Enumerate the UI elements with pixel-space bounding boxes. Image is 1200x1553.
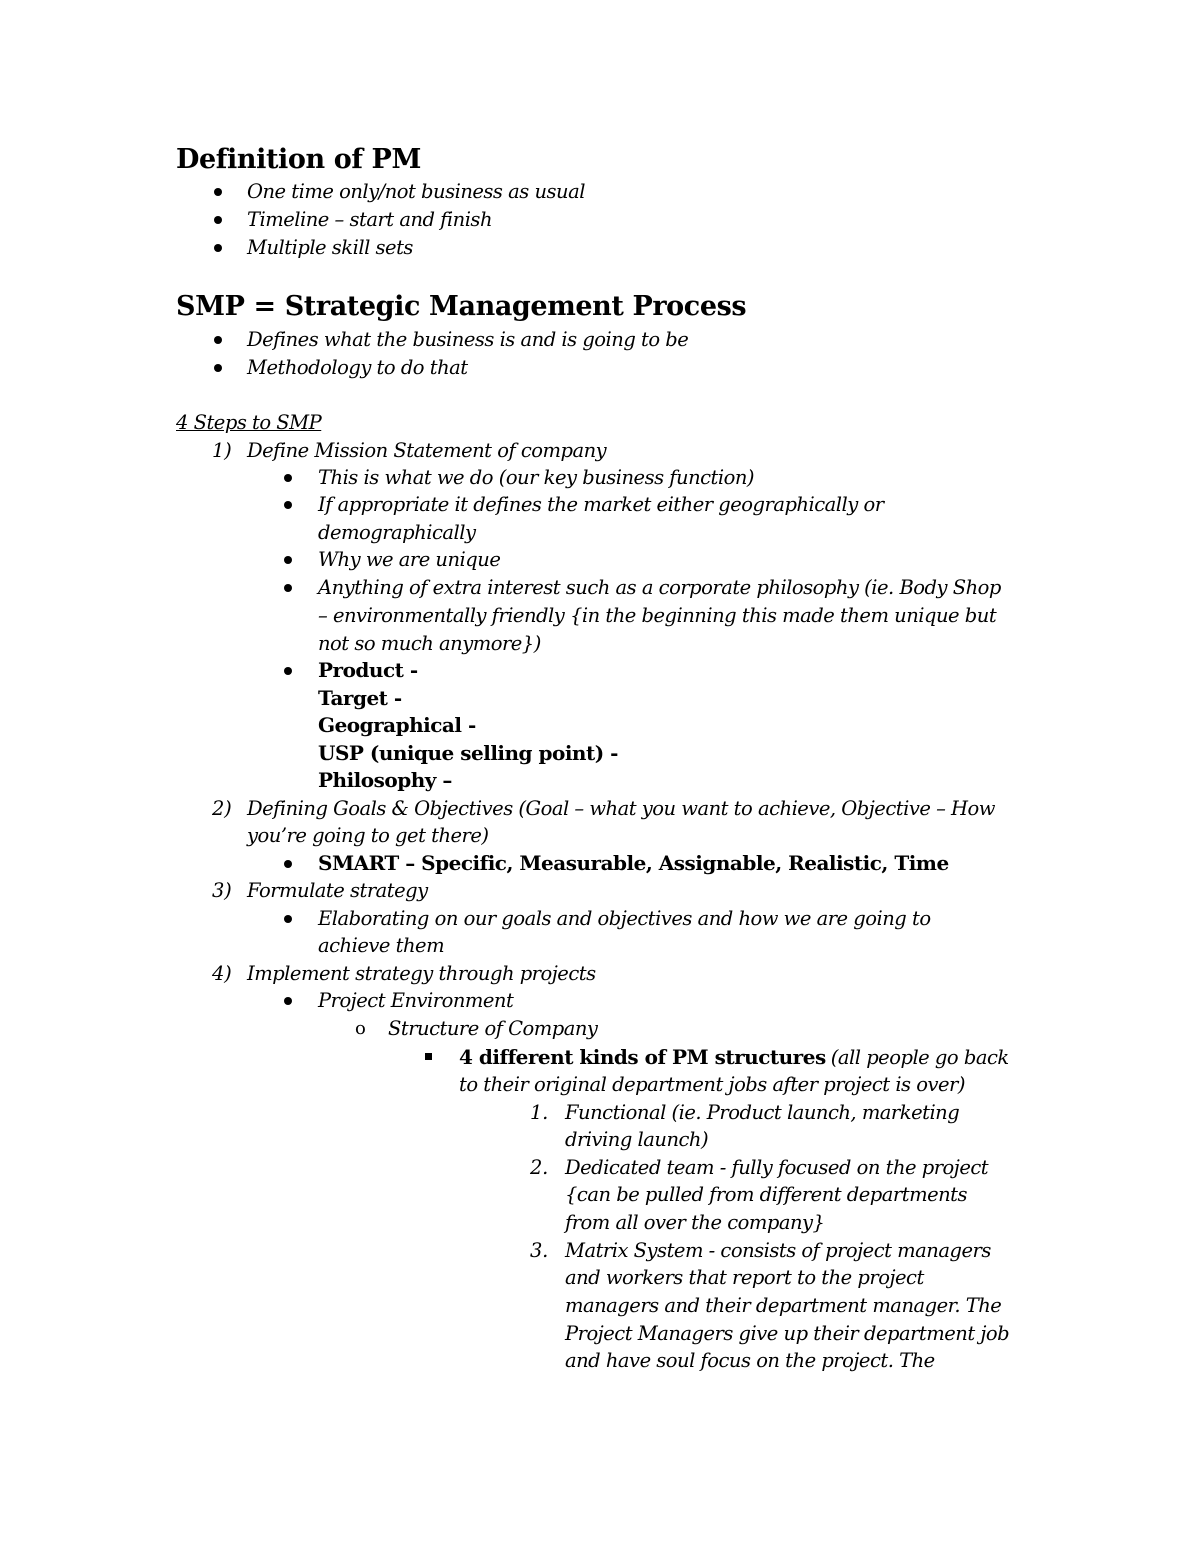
mission-usp: USP (unique selling point) - [318,741,618,765]
step-1-bullet-3: Why we are unique [318,548,501,571]
bullet-icon [214,188,222,196]
structure-1-line-2: driving launch) [565,1128,709,1151]
mission-target: Target - [318,686,402,710]
pm-bullet-2: Timeline – start and finish [247,208,492,231]
step-number: 1) [212,439,232,462]
circle-bullet-icon: o [355,1018,366,1039]
pm-structures-line [459,1043,1009,1072]
smart-bullet: SMART – Specific, Measurable, Assignable, Realistic, Time [318,851,949,875]
structure-2-line-2: {can be pulled from different departments [565,1183,968,1206]
step-1-bullet-2a: If appropriate it defines the market either geographically or [318,493,884,516]
smp-bullet-1: Defines what the business is and is going to be [247,328,689,351]
step-2-text-b: you’re going to get there) [247,824,489,847]
step-1-text: Define Mission Statement of company [247,439,607,462]
bullet-icon [284,997,292,1005]
step-1-bullet-4c: not so much anymore}) [318,632,541,655]
step-1-bullet-4a: Anything of extra interest such as a corporate philosophy (ie. Body Shop [318,576,1001,599]
bullet-icon [284,474,292,482]
step-number: 4) [212,962,232,985]
step-1-bullet-2b: demographically [318,521,476,544]
bullet-icon [214,216,222,224]
bullet-icon [284,915,292,923]
structure-3-line-3: managers and their department manager. The [565,1294,1002,1317]
structure-of-company: Structure of Company [388,1017,598,1040]
pm-structures-bold: 4 different kinds of PM structures [459,1045,826,1069]
item-number: 3. [530,1239,549,1262]
step-3-text: Formulate strategy [247,879,428,902]
structure-1-line-1: Functional (ie. Product launch, marketing [565,1101,960,1124]
item-number: 1. [530,1101,549,1124]
mission-philosophy: Philosophy – [318,768,452,792]
step-4-text: Implement strategy through projects [247,962,596,985]
project-environment: Project Environment [318,989,514,1012]
square-bullet-icon [425,1053,432,1060]
pm-bullet-1: One time only/not business as usual [247,180,585,203]
bullet-icon [284,584,292,592]
bullet-icon [284,860,292,868]
step-3-bullet-b: achieve them [318,934,445,957]
item-number: 2. [530,1156,549,1179]
structure-3-line-2: and workers that report to the project [565,1266,924,1289]
steps-title: 4 Steps to SMP [176,411,322,434]
structure-2-line-3: from all over the company} [565,1211,825,1234]
bullet-icon [214,364,222,372]
structure-2-line-1: Dedicated team - fully focused on the project [565,1156,989,1179]
pm-structures-note: (all people go back [830,1046,1009,1069]
bullet-icon [214,244,222,252]
bullet-icon [284,501,292,509]
structure-3-line-1: Matrix System - consists of project managers [565,1239,991,1262]
mission-geographical: Geographical - [318,713,476,737]
step-1-bullet-1: This is what we do (our key business function) [318,466,755,489]
bullet-icon [284,667,292,675]
step-number: 2) [212,797,232,820]
step-3-bullet-a: Elaborating on our goals and objectives and how we are going to [318,907,931,930]
pm-structures-note-2: to their original department jobs after project is over) [459,1073,965,1096]
structure-3-line-5: and have soul focus on the project. The [565,1349,935,1372]
step-number: 3) [212,879,232,902]
structure-3-line-4: Project Managers give up their department job [565,1322,1010,1345]
pm-bullet-3: Multiple skill sets [247,236,413,259]
step-1-bullet-4b: – environmentally friendly {in the beginning this made them unique but [318,604,997,627]
bullet-icon [284,556,292,564]
smp-bullet-2: Methodology to do that [247,356,468,379]
heading-smp: SMP = Strategic Management Process [176,291,747,322]
mission-product: Product - [318,658,418,682]
step-2-text-a: Defining Goals & Objectives (Goal – what you want to achieve, Objective – How [247,797,995,820]
heading-definition-of-pm: Definition of PM [176,144,421,175]
bullet-icon [214,336,222,344]
